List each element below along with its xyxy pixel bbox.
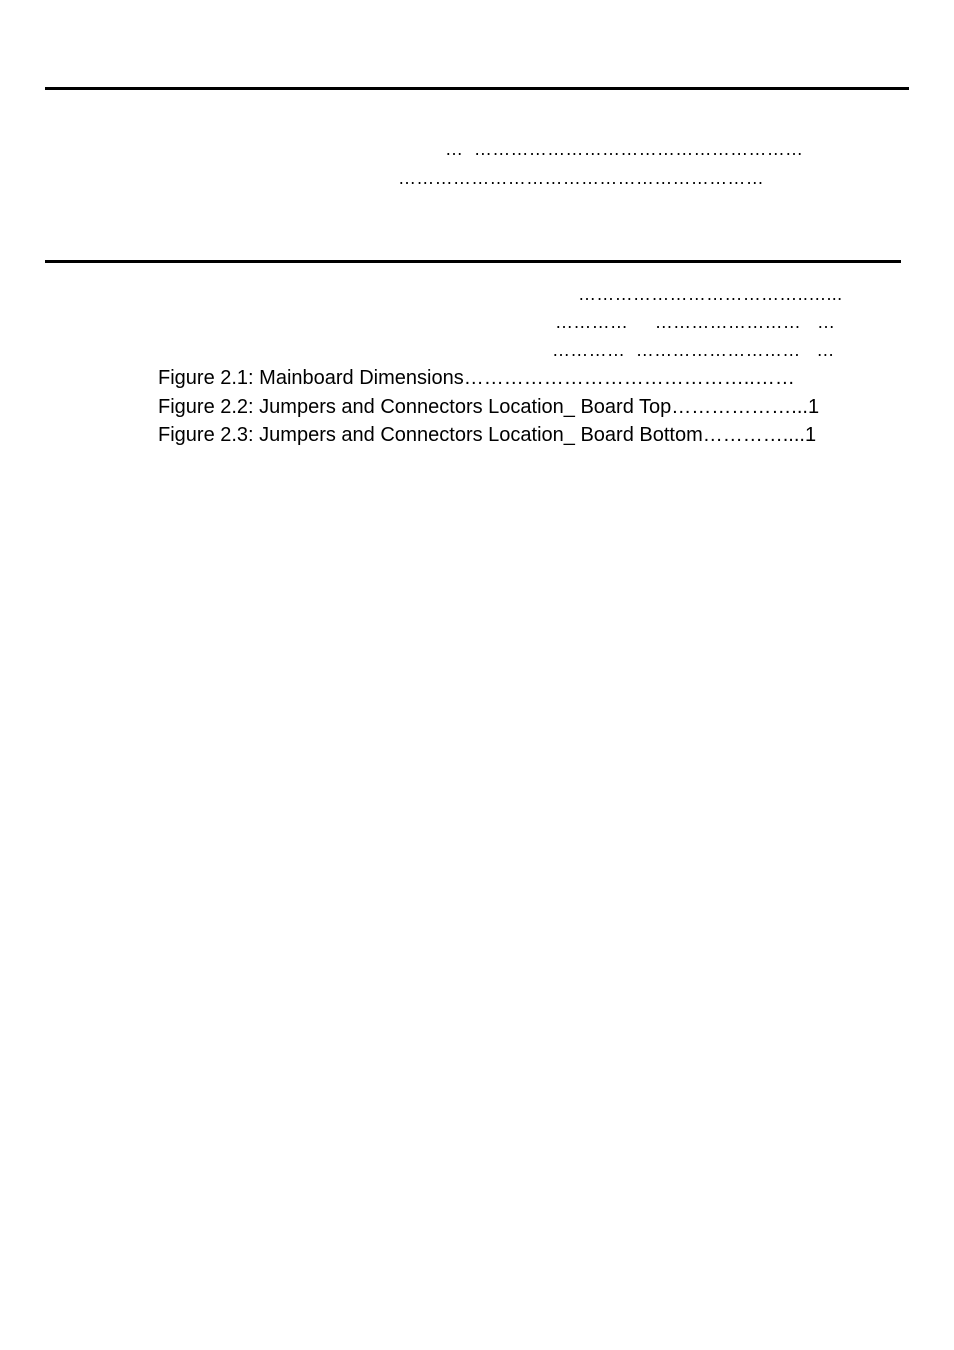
section-divider-middle: [45, 260, 901, 263]
section-divider-top: [45, 87, 909, 90]
toc-leader-line: ………………………………..…...: [578, 284, 843, 304]
toc-entry-figure-2-3[interactable]: Figure 2.3: Jumpers and Connectors Location_ Board Bottom…………....1: [158, 424, 817, 446]
toc-entry-figure-2-1[interactable]: Figure 2.1: Mainboard Dimensions……………………………………..……: [158, 367, 795, 389]
toc-leader-line: ………… …………………… …: [555, 312, 836, 332]
toc-leader-line: ………… ……………………… …: [552, 340, 835, 360]
toc-leader-line: … ………………………………………………: [445, 139, 804, 159]
toc-leader-line: ……………………………………………………: [398, 168, 764, 188]
toc-entry-figure-2-2[interactable]: Figure 2.2: Jumpers and Connectors Location_ Board Top………………...1: [158, 396, 820, 418]
